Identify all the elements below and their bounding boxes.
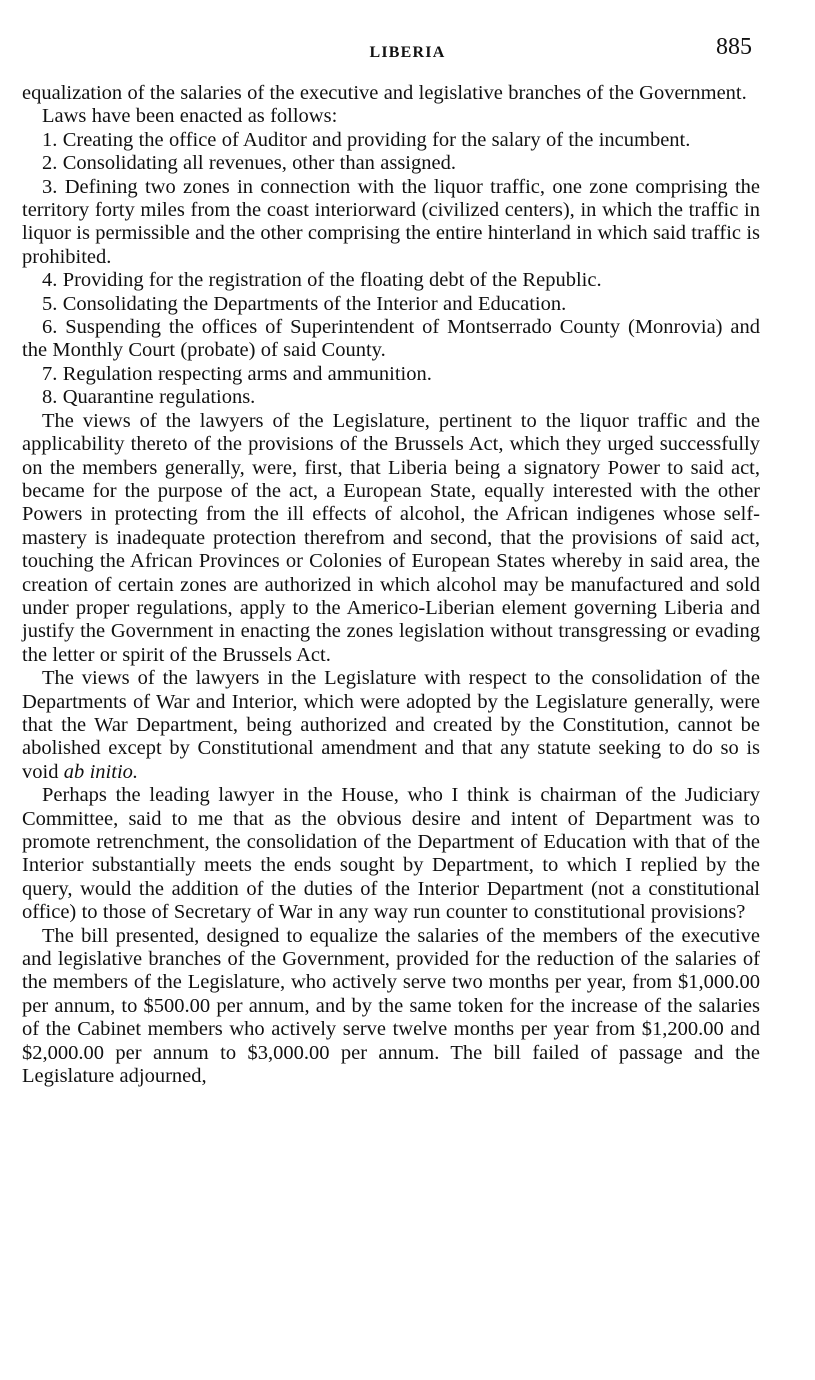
law-item: 1. Creating the office of Auditor and providing for the salary of the incumbent. xyxy=(42,128,691,151)
opening-paragraph: equalization of the salaries of the executive and legislative branches of the Government. xyxy=(22,82,747,104)
laws-intro: Laws have been enacted as follows: xyxy=(42,105,338,128)
war-interior-paragraph xyxy=(22,667,760,784)
brussels-act-paragraph: The views of the lawyers of the Legislature, pertinent to the liquor traffic and the applicability thereto of the provisions of the Brussels Act, which they urged successfully on the members generally, were, first, that Liberia being a signatory Power to said act, became for the purpose of the act, a European State, equally interested with the other Powers in protecting from the ill effects of alcohol, the African indigenes whose self-mastery is inadequate protection therefrom and second, that the provisions of said act, touching the African Provinces or Colonies of European States whereby in said area, the creation of certain zones are authorized in which alcohol may be manufactured and sold under proper regulations, apply to the Americo-Liberian element governing Liberia and justify the Government in enacting the zones legislation without transgressing or evading the letter or spirit of the Brussels Act. xyxy=(22,409,760,666)
law-item: 2. Consolidating all revenues, other than assigned. xyxy=(42,152,456,175)
salary-bill-paragraph: The bill presented, designed to equalize the salaries of the members of the executive and legislative branches of the Government, provided for the reduction of the salaries of the members of the Legislature, who actively serve two months per year, from $1,000.00 per annum, to $500.00 per annum, and by the same token for the increase of the salaries of the Cabinet members who actively serve twelve months per year from $1,200.00 and $2,000.00 per annum to $3,000.00 per annum. The bill failed of passage and the Legislature adjourned, xyxy=(22,924,760,1088)
running-header xyxy=(0,34,815,70)
law-item: 5. Consolidating the Departments of the Interior and Education. xyxy=(42,292,567,315)
law-item: 4. Providing for the registration of the floating debt of the Republic. xyxy=(42,269,602,292)
latin-phrase: ab initio. xyxy=(63,760,139,783)
law-item: 6. Suspending the offices of Superintendent of Montserrado County (Monrovia) and the Monthly Court (probate) of said County. xyxy=(22,316,760,362)
judiciary-committee-paragraph: Perhaps the leading lawyer in the House, who I think is chairman of the Judiciary Committee, said to me that as the obvious desire and intent of Department was to promote retrenchment, the consolidation of the Department of Education with that of the Interior substantially meets the ends sought by Department, to which I replied by the query, would the addition of the duties of the Interior Department (not a constitutional office) to those of Secretary of War in any way run counter to constitutional provisions? xyxy=(22,784,760,924)
law-item: 3. Defining two zones in connection with the liquor traffic, one zone comprising the territory forty miles from the coast interiorward (civilized centers), in which the traffic in liquor is permissible and the other comprising the entire hinterland in which said traffic is prohibited. xyxy=(22,175,760,268)
page-body xyxy=(22,82,760,1088)
law-item: 7. Regulation respecting arms and ammunition. xyxy=(42,362,432,385)
running-header-title: LIBERIA xyxy=(369,44,446,61)
war-interior-paragraph-text: The views of the lawyers in the Legislature with respect to the consolidation of the Departments of War and Interior, which were adopted by the Legislature generally, were that the War Department, being authorized and created by the Constitution, cannot be abolished except by Constitutional amendment and that any statute seeking to do so is void xyxy=(22,667,760,783)
law-item: 8. Quarantine regulations. xyxy=(42,386,256,409)
page-number: 885 xyxy=(716,34,752,60)
